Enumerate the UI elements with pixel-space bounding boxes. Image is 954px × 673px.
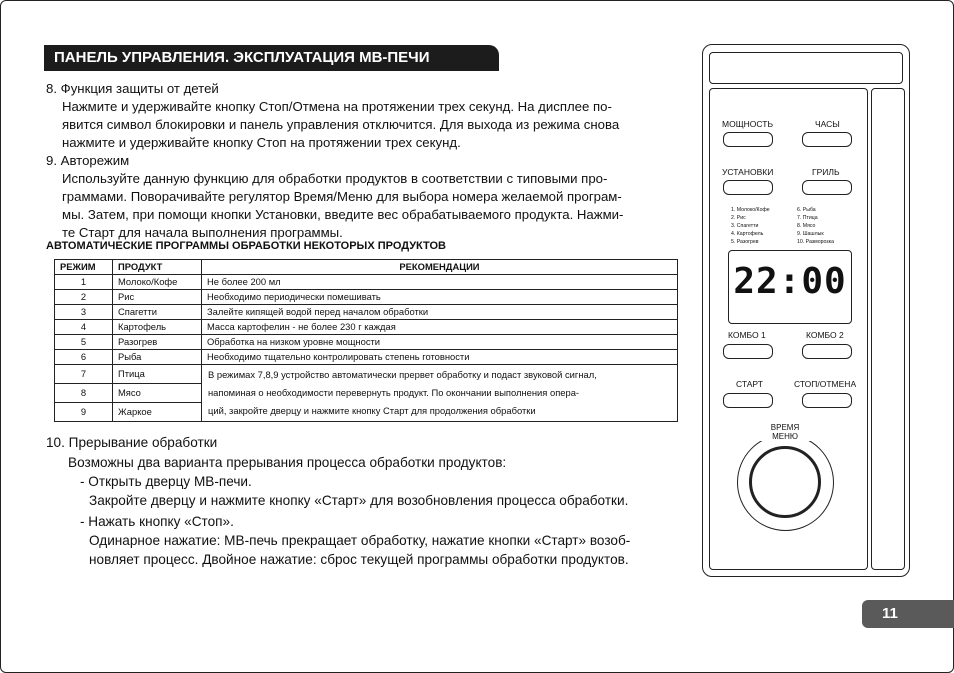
grill-label: ГРИЛЬ	[812, 167, 840, 177]
section-8-line: Нажмите и удерживайте кнопку Стоп/Отмена на протяжении трех секунд. На дисплее по-	[62, 99, 612, 114]
start-label: СТАРТ	[736, 379, 763, 389]
table-row	[55, 305, 678, 320]
program-item: 1. Молоко/Кофе	[731, 207, 770, 213]
grill-button	[802, 180, 852, 195]
mode-cell: 6	[55, 350, 113, 365]
merged-rec-line: ций, закройте дверцу и нажмите кнопку Старт для продолжения обработки	[208, 405, 536, 416]
combo2-label: КОМБО 2	[806, 330, 844, 340]
program-list-right	[797, 206, 834, 246]
product-cell: Спагетти	[113, 305, 202, 320]
rec-cell: Масса картофелин - не более 230 г каждая	[202, 320, 678, 335]
programs-table	[54, 259, 678, 422]
settings-button	[723, 180, 773, 195]
program-item: 8. Мясо	[797, 223, 816, 229]
program-item: 10. Разморозка	[797, 239, 834, 245]
section-10-option-1: - Открыть дверцу МВ-печи.	[80, 474, 252, 489]
header-recommendations: РЕКОМЕНДАЦИИ	[202, 260, 678, 275]
merged-rec-line: напоминая о необходимости перевернуть продукт. По окончании выполнения опера-	[208, 387, 580, 398]
section-10-intro: Возможны два варианта прерывания процесса обработки продуктов:	[68, 455, 507, 470]
rec-cell: Необходимо периодически помешивать	[202, 290, 678, 305]
clock-label: ЧАСЫ	[815, 119, 840, 129]
page-title: ПАНЕЛЬ УПРАВЛЕНИЯ. ЭКСПЛУАТАЦИЯ МВ-ПЕЧИ	[44, 45, 499, 71]
section-8-heading: 8. Функция защиты от детей	[46, 81, 219, 96]
table-row	[55, 335, 678, 350]
knob-dial	[749, 446, 821, 518]
product-cell: Рыба	[113, 350, 202, 365]
power-label: МОЩНОСТЬ	[722, 119, 774, 129]
mode-cell: 5	[55, 335, 113, 350]
stop-label: СТОП/ОТМЕНА	[794, 379, 857, 389]
power-button	[723, 132, 773, 147]
knob-label-line: ВРЕМЯ	[770, 423, 800, 432]
page-number: 11	[862, 600, 954, 628]
program-item: 3. Спагетти	[731, 223, 759, 229]
mode-cell: 4	[55, 320, 113, 335]
rec-cell: Необходимо тщательно контролировать степень готовности	[202, 350, 678, 365]
mode-cell: 2	[55, 290, 113, 305]
program-item: 5. Разогрев	[731, 239, 759, 245]
table-header-row	[55, 260, 678, 275]
section-8-line: нажмите и удерживайте кнопку Стоп на протяжении трех секунд.	[62, 135, 461, 150]
table-row	[55, 365, 678, 384]
section-8-line: явится символ блокировки и панель управления отключится. Для выхода из режима снова	[62, 117, 620, 132]
section-10-option-2: - Нажать кнопку «Стоп».	[80, 514, 234, 529]
mode-cell: 7	[55, 365, 113, 384]
clock-button	[802, 132, 852, 147]
section-10-heading: 10. Прерывание обработки	[46, 435, 218, 450]
product-cell: Молоко/Кофе	[113, 275, 202, 290]
section-9-heading: 9. Авторежим	[46, 153, 130, 168]
product-cell: Мясо	[113, 384, 202, 403]
time-menu-knob	[737, 434, 834, 531]
stop-button	[802, 393, 852, 408]
section-9-line: те Старт для начала выполнения программы.	[62, 225, 343, 240]
combo1-button	[723, 344, 773, 359]
program-item: 4. Картофель	[731, 231, 764, 237]
settings-label: УСТАНОВКИ	[722, 167, 774, 177]
program-item: 9. Шашлык	[797, 231, 824, 237]
program-item: 6. Рыба	[797, 207, 816, 213]
section-9-line: граммами. Поворачивайте регулятор Время/Меню для выбора номера желаемой програм-	[62, 189, 622, 204]
rec-cell: Обработка на низком уровне мощности	[202, 335, 678, 350]
panel-top-strip	[709, 52, 903, 84]
knob-label	[755, 423, 815, 441]
combo2-button	[802, 344, 852, 359]
knob-label-line: МЕНЮ	[772, 432, 798, 441]
merged-rec-line: В режимах 7,8,9 устройство автоматически прервет обработку и подаст звуковой сигнал,	[208, 369, 597, 380]
table-title: АВТОМАТИЧЕСКИЕ ПРОГРАММЫ ОБРАБОТКИ НЕКОТОРЫХ ПРОДУКТОВ	[46, 240, 446, 252]
section-10-option-1-text: Закройте дверцу и нажмите кнопку «Старт» для возобновления процесса обработки.	[89, 493, 629, 508]
panel-side-strip	[871, 88, 905, 570]
program-list-left	[731, 206, 770, 246]
product-cell: Птица	[113, 365, 202, 384]
section-10-option-2-line: Одинарное нажатие: МВ-печь прекращает обработку, нажатие кнопки «Старт» возоб-	[89, 533, 631, 548]
mode-cell: 9	[55, 403, 113, 422]
section-10-option-2-line: новляет процесс. Двойное нажатие: сброс текущей программы обработки продуктов.	[89, 552, 629, 567]
mode-cell: 8	[55, 384, 113, 403]
mode-cell: 1	[55, 275, 113, 290]
rec-cell-merged	[202, 365, 678, 422]
start-button	[723, 393, 773, 408]
table-row	[55, 290, 678, 305]
product-cell: Картофель	[113, 320, 202, 335]
program-item: 7. Птица	[797, 215, 818, 221]
header-product: ПРОДУКТ	[113, 260, 202, 275]
product-cell: Рис	[113, 290, 202, 305]
product-cell: Разогрев	[113, 335, 202, 350]
panel-display	[728, 250, 852, 324]
combo1-label: КОМБО 1	[728, 330, 766, 340]
display-time: 22:00	[733, 261, 847, 302]
table-row	[55, 350, 678, 365]
rec-cell: Залейте кипящей водой перед началом обработки	[202, 305, 678, 320]
program-item: 2. Рис	[731, 215, 746, 221]
mode-cell: 3	[55, 305, 113, 320]
product-cell: Жаркое	[113, 403, 202, 422]
section-9-line: мы. Затем, при помощи кнопки Установки, введите вес обрабатываемого продукта. Нажми-	[62, 207, 624, 222]
table-row	[55, 320, 678, 335]
rec-cell: Не более 200 мл	[202, 275, 678, 290]
section-9-line: Используйте данную функцию для обработки продуктов в соответствии с типовыми про-	[62, 171, 608, 186]
table-row	[55, 275, 678, 290]
header-mode: РЕЖИМ	[55, 260, 113, 275]
